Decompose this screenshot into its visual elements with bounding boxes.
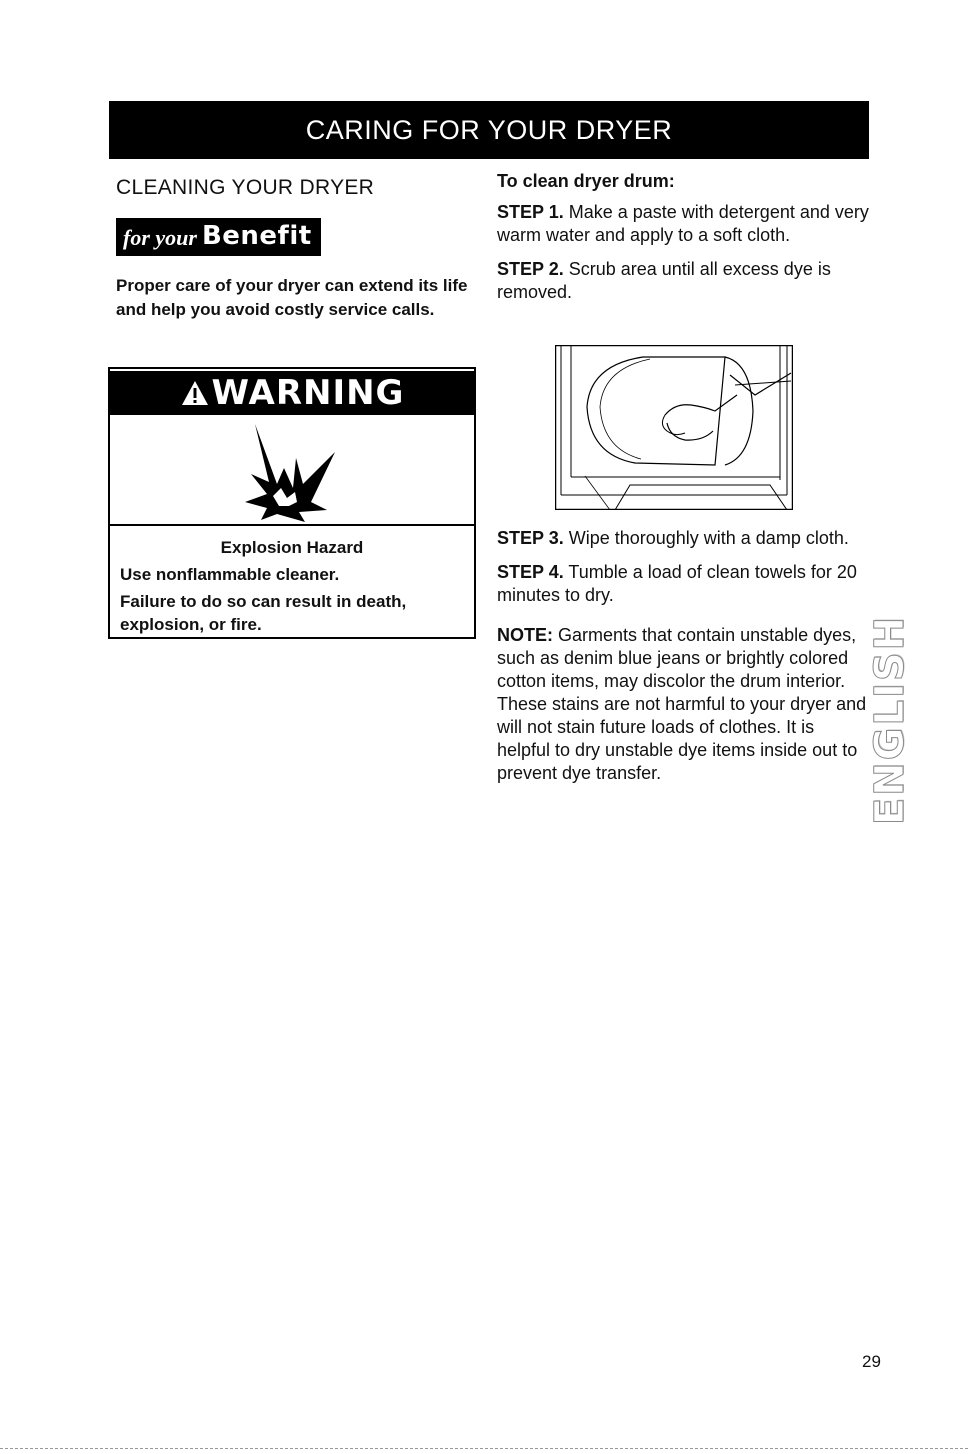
step-1-label: STEP 1. <box>497 202 564 222</box>
note-label: NOTE: <box>497 625 553 645</box>
step-3 <box>497 527 872 550</box>
step-4-label: STEP 4. <box>497 562 564 582</box>
step-4 <box>497 561 872 607</box>
step-2-text: Scrub area until all excess dye is removed. <box>497 259 831 302</box>
step-1 <box>497 201 869 247</box>
intro-text: Proper care of your dryer can extend its life and help you avoid costly service calls. <box>116 276 468 319</box>
page-header <box>109 101 869 159</box>
step-2 <box>497 258 869 304</box>
benefit-big-text: Benefit <box>201 221 312 251</box>
warning-box <box>108 367 476 639</box>
warning-title: WARNING <box>211 373 405 413</box>
benefit-logo <box>116 218 321 256</box>
warning-text <box>110 526 474 636</box>
benefit-script-text: for your <box>123 225 197 250</box>
bottom-rule <box>0 1448 968 1449</box>
step-1-text: Make a paste with detergent and very warm water and apply to a soft cloth. <box>497 202 869 245</box>
note-paragraph <box>497 624 872 785</box>
lower-right-column <box>497 527 872 796</box>
dryer-drum-illustration <box>555 345 793 510</box>
warning-line-2: Failure to do so can result in death, explosion, or fire. <box>120 592 407 634</box>
section-title: CLEANING YOUR DRYER <box>116 176 375 199</box>
page-header-title: CARING FOR YOUR DRYER <box>305 114 673 145</box>
warning-line-1: Use nonflammable cleaner. <box>120 565 340 584</box>
note-text: Garments that contain unstable dyes, such as denim blue jeans or brightly colored cotton items, may discolor the drum interior. These stains are not harmful to your dryer and will not stain future loads of clothes. It is helpful to dry unstable dye items inside out to prevent dye transfer. <box>497 625 867 783</box>
language-side-tab <box>868 614 912 826</box>
explosion-icon <box>237 422 347 524</box>
right-column <box>497 170 869 315</box>
left-column <box>116 176 476 322</box>
warning-symbol-area <box>110 415 474 526</box>
step-2-label: STEP 2. <box>497 259 564 279</box>
language-side-tab-label: ENGLISH <box>867 614 914 826</box>
warning-hazard: Explosion Hazard <box>220 538 364 557</box>
warning-triangle-icon <box>180 378 210 408</box>
page-number: 29 <box>862 1352 881 1371</box>
step-3-label: STEP 3. <box>497 528 564 548</box>
clean-drum-title: To clean dryer drum: <box>497 171 675 191</box>
step-3-text: Wipe thoroughly with a damp cloth. <box>563 528 849 548</box>
step-4-text: Tumble a load of clean towels for 20 minutes to dry. <box>497 562 857 605</box>
warning-header <box>110 371 474 415</box>
